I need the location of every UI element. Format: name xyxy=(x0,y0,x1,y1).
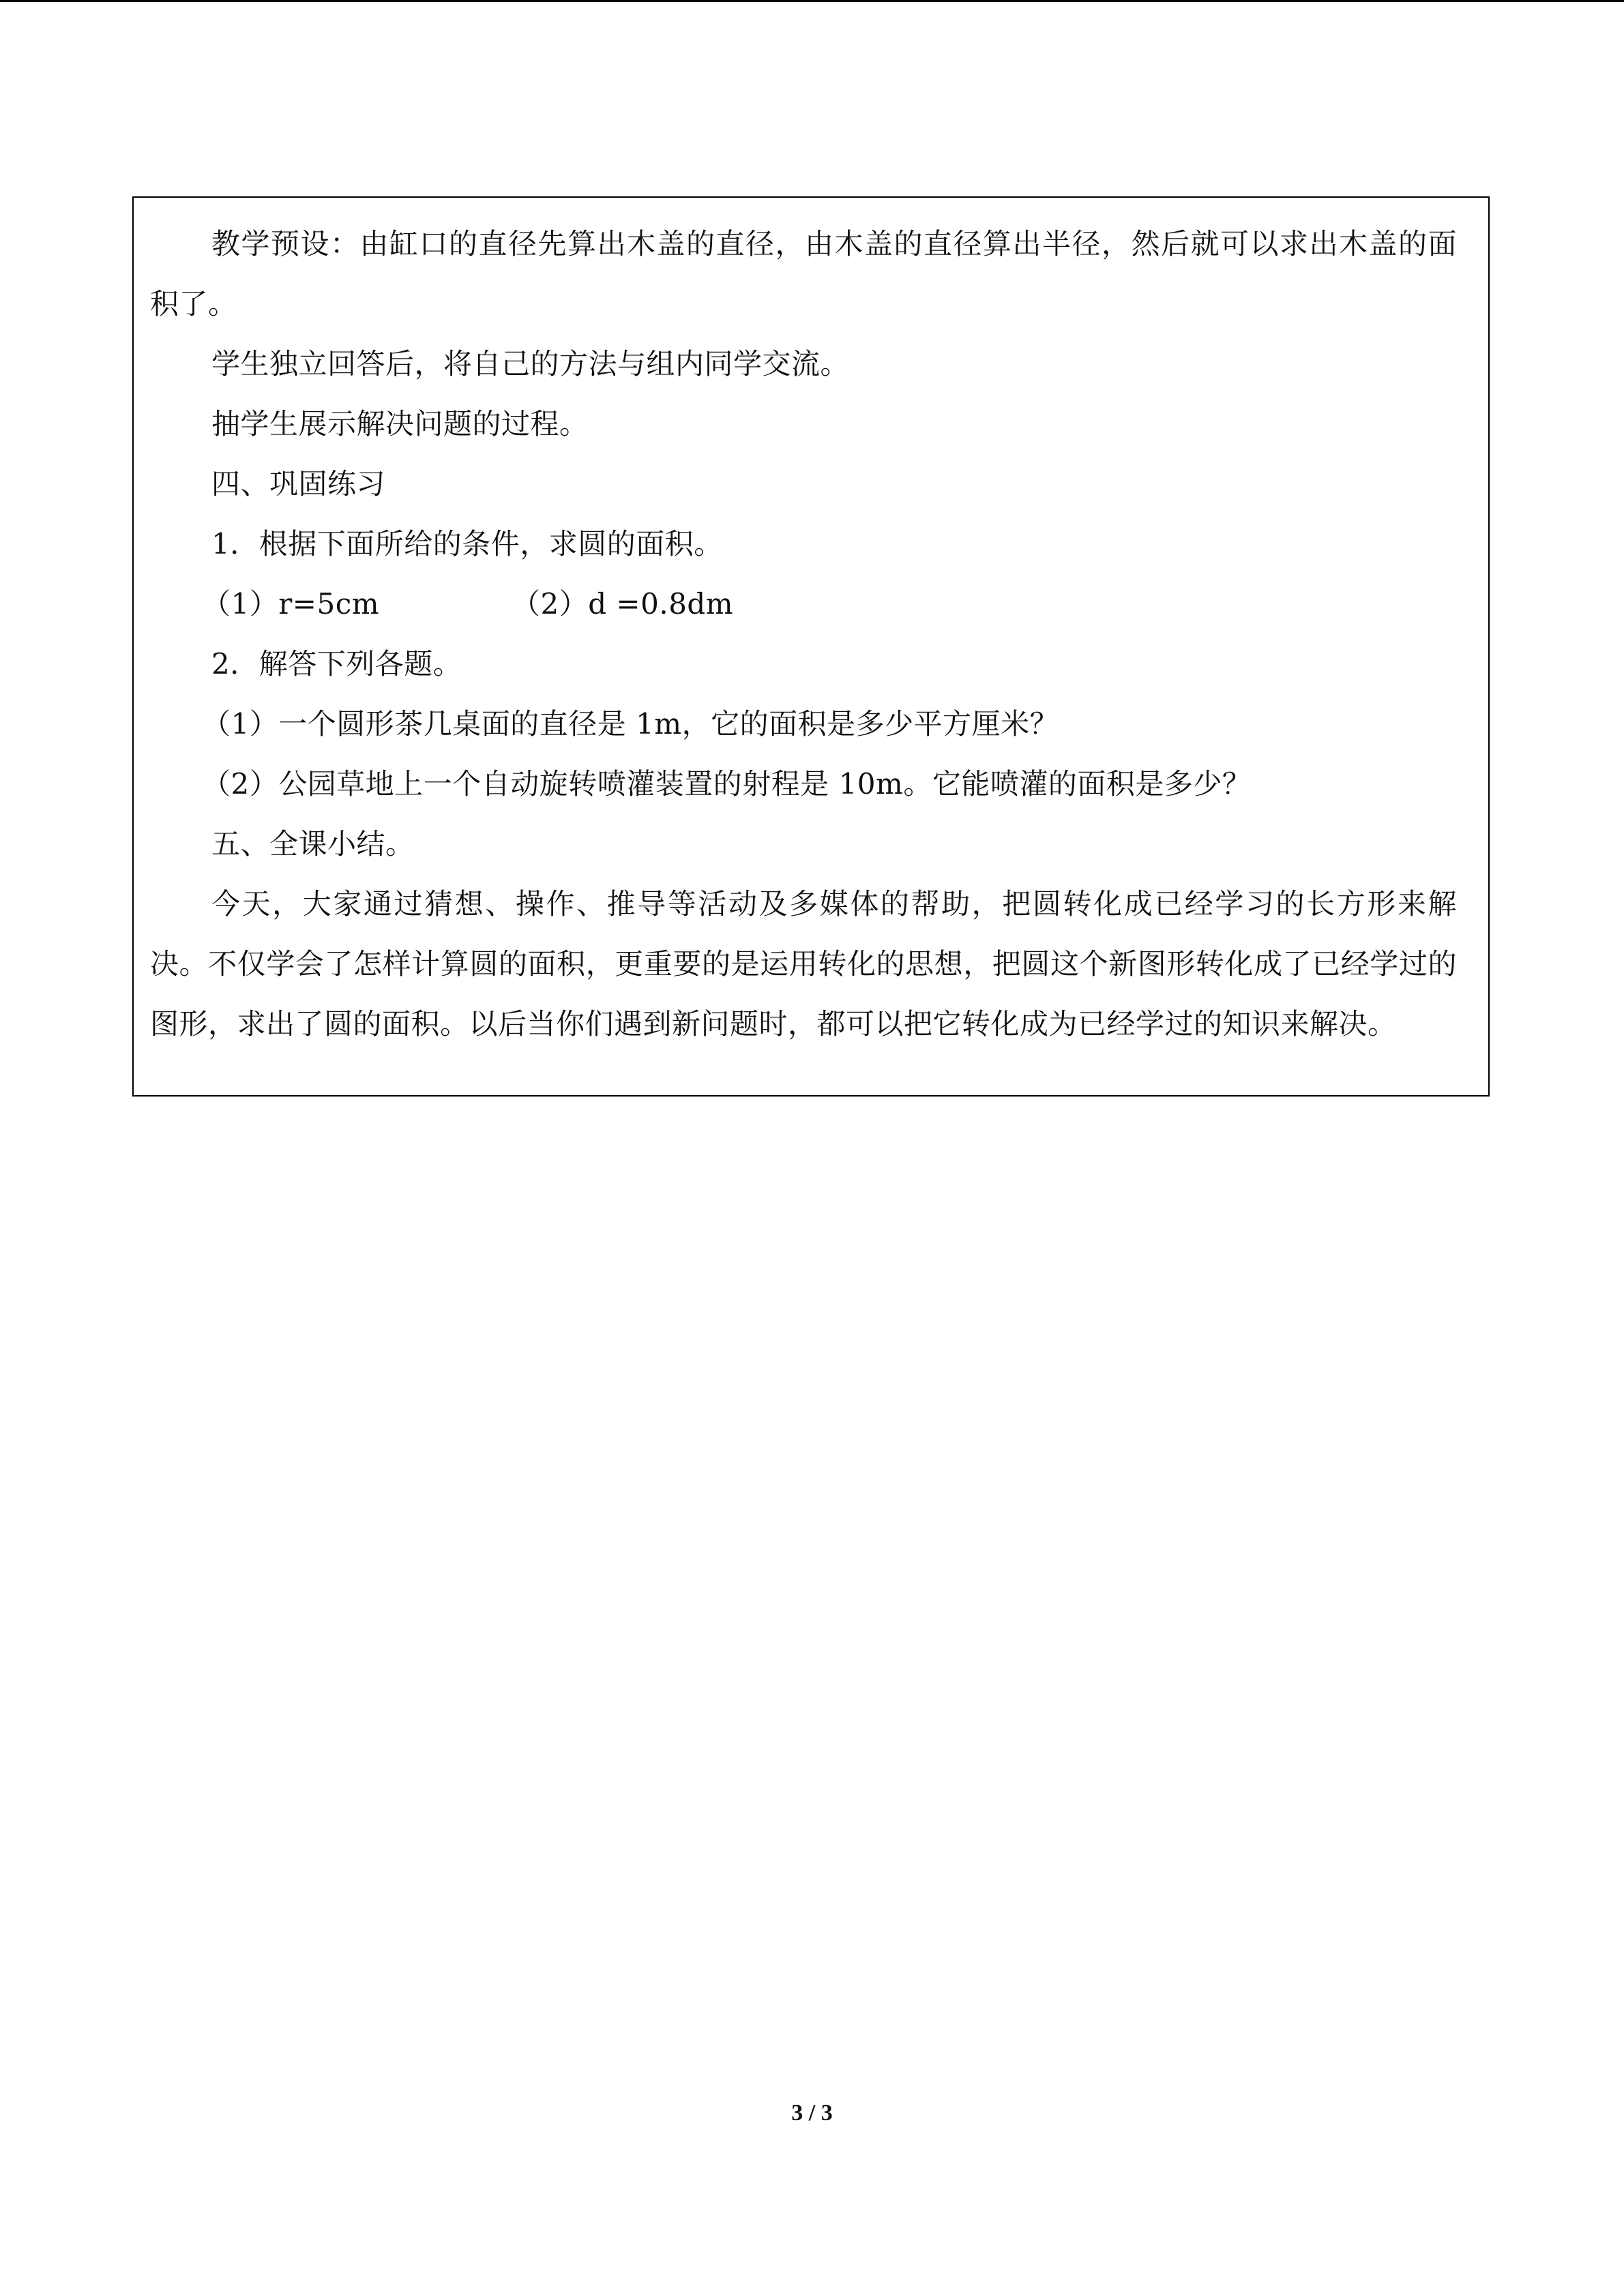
student-exchange-paragraph: 学生独立回答后，将自己的方法与组内同学交流。 xyxy=(211,347,850,381)
student-demo-paragraph: 抽学生展示解决问题的过程。 xyxy=(211,407,589,441)
exercise-2-prompt: 2．解答下列各题。 xyxy=(211,647,462,681)
section-heading-summary: 五、全课小结。 xyxy=(211,827,415,861)
exercise-2-question-1: （1）一个圆形茶几桌面的直径是 1m，它的面积是多少平方厘米？ xyxy=(202,707,1059,741)
teaching-preset-paragraph: 教学预设：由缸口的直径先算出木盖的直径，由木盖的直径算出半径，然后就可以求出木盖的面积了。 xyxy=(150,227,1457,320)
section-heading-practice: 四、巩固练习 xyxy=(211,467,386,501)
exercise-1-prompt: 1．根据下面所给的条件，求圆的面积。 xyxy=(211,527,723,561)
lesson-content-box xyxy=(132,196,1490,1097)
page-number: 3 / 3 xyxy=(791,2100,833,2126)
summary-paragraph: 今天，大家通过猜想、操作、推导等活动及多媒体的帮助，把圆转化成已经学习的长方形来解决。不仅学会了怎样计算圆的面积，更重要的是运用转化的思想，把圆这个新图形转化成了已经学过的图形，求出了圆的面积。以后当你们遇到新问题时，都可以把它转化成为已经学过的知识来解决。 xyxy=(150,887,1457,1041)
exercise-2-question-2: （2）公园草地上一个自动旋转喷灌装置的射程是 10m。它能喷灌的面积是多少？ xyxy=(202,767,1252,801)
top-border-line xyxy=(0,0,1624,2)
exercise-1-conditions: （1）r=5cm （2）d =0.8dm xyxy=(202,587,734,621)
